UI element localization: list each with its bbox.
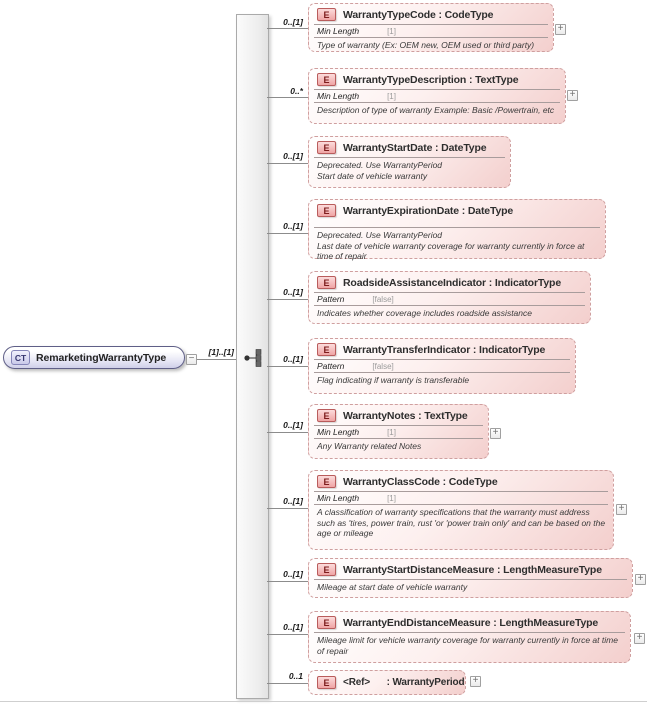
element-type: CodeType	[448, 475, 498, 488]
element-title	[343, 476, 498, 488]
expand-icon[interactable]: +	[635, 574, 646, 585]
element-box-warranty-notes[interactable]	[308, 404, 489, 459]
element-icon: E	[317, 73, 336, 86]
element-name: WarrantyTransferIndicator	[343, 343, 471, 356]
facet-value: [1]	[387, 92, 396, 101]
type-separator: :	[384, 677, 393, 688]
element-box-warranty-start-date[interactable]	[308, 136, 511, 188]
element-box-ref-warranty-period[interactable]	[308, 670, 466, 695]
element-header	[309, 405, 488, 425]
element-title	[343, 142, 486, 154]
type-separator: :	[466, 73, 476, 86]
facet-row	[309, 90, 565, 102]
element-name: WarrantyTypeCode	[343, 8, 436, 21]
element-type: DateType	[467, 204, 514, 217]
annotation: Last date of vehicle warranty coverage for warranty currently in force at time of repair	[317, 240, 585, 261]
element-header	[309, 612, 630, 632]
annotation: Description of type of warranty Example: Basic /Powertrain, etc	[317, 105, 555, 115]
facet-value: [false]	[372, 295, 394, 304]
expand-icon[interactable]: +	[616, 504, 627, 515]
facet-row	[309, 25, 553, 37]
element-icon: E	[317, 563, 336, 576]
element-name: WarrantyStartDistanceMeasure	[343, 563, 495, 576]
element-icon: E	[317, 616, 336, 629]
element-box-warranty-transfer-indicator[interactable]	[308, 338, 576, 394]
element-type: LengthMeasureType	[503, 563, 602, 576]
facet-name: Min Length	[317, 427, 360, 437]
element-icon: E	[317, 343, 336, 356]
annotation: Deprecated. Use WarrantyPeriod	[317, 230, 443, 240]
annotation: Mileage at start date of vehicle warranty	[317, 582, 468, 592]
type-separator: :	[439, 475, 449, 488]
type-separator: :	[415, 409, 425, 422]
element-name: WarrantyStartDate	[343, 141, 433, 154]
annotation: Deprecated. Use WarrantyPeriod	[317, 160, 443, 170]
element-icon: E	[317, 676, 336, 689]
connector-line	[267, 28, 308, 29]
annotation: Any Warranty related Notes	[317, 441, 422, 451]
facet-value: [1]	[387, 494, 396, 503]
facet-row	[309, 426, 488, 438]
element-title	[343, 205, 513, 217]
element-type: IndicatorType	[494, 276, 562, 289]
element-icon: E	[317, 141, 336, 154]
element-name: RoadsideAssistanceIndicator	[343, 276, 486, 289]
element-icon: E	[317, 475, 336, 488]
element-box-warranty-expiration-date[interactable]	[308, 199, 606, 259]
element-name: <Ref>	[343, 677, 371, 688]
element-title	[343, 9, 493, 21]
connector-line	[267, 634, 308, 635]
element-header	[309, 137, 510, 157]
element-header	[309, 339, 575, 359]
cardinality-label: 0..[1]	[283, 622, 303, 632]
element-header	[309, 559, 632, 579]
element-name: WarrantyEndDistanceMeasure	[343, 616, 491, 629]
annotation: Start date of vehicle warranty	[317, 170, 428, 181]
element-header	[309, 671, 465, 692]
connector-line	[267, 508, 308, 509]
element-title	[343, 564, 602, 576]
cardinality-label: 0..*	[290, 86, 303, 96]
element-header	[309, 272, 590, 292]
element-type: TextType	[475, 73, 519, 86]
element-type: DateType	[441, 141, 487, 154]
element-icon: E	[317, 204, 336, 217]
expand-icon[interactable]: +	[634, 633, 645, 644]
root-cardinality-label: [1]..[1]	[208, 347, 234, 357]
element-type: CodeType	[444, 8, 494, 21]
element-icon: E	[317, 276, 336, 289]
connector-line	[267, 366, 308, 367]
element-header	[309, 69, 565, 89]
element-title	[343, 344, 545, 356]
element-box-warranty-class-code[interactable]	[308, 470, 614, 550]
connector-line	[267, 233, 308, 234]
facet-name: Pattern	[317, 294, 345, 304]
annotation: A classification of warranty specifications that the warranty must address such as 'tires, power train, rust 'or 'power train only' and can be based on the age or mileage	[317, 507, 606, 538]
facet-value: [1]	[387, 428, 396, 437]
element-box-warranty-start-distance-measure[interactable]	[308, 558, 633, 598]
type-separator: :	[486, 276, 495, 289]
complex-type-name: RemarketingWarrantyType	[36, 351, 167, 364]
connector-line	[267, 432, 308, 433]
element-title	[343, 677, 464, 688]
expand-icon[interactable]: +	[567, 90, 578, 101]
element-type: IndicatorType	[479, 343, 546, 356]
element-type: LengthMeasureType	[499, 616, 599, 629]
complex-type-icon: CT	[11, 350, 30, 365]
cardinality-label: 0..[1]	[283, 151, 303, 161]
facet-value: [false]	[372, 362, 394, 371]
cardinality-label: 0..[1]	[283, 354, 303, 364]
cardinality-label: 0..[1]	[283, 496, 303, 506]
annotation: Mileage limit for vehicle warranty coverage for warranty currently in force at time of repair	[317, 635, 618, 656]
element-box-warranty-end-distance-measure[interactable]	[308, 611, 631, 663]
connector-line	[267, 581, 308, 582]
cardinality-label: 0..[1]	[283, 569, 303, 579]
element-box-warranty-type-description[interactable]	[308, 68, 566, 124]
element-type: TextType	[424, 409, 468, 422]
complex-type-node[interactable]	[3, 346, 185, 369]
annotation: Indicates whether coverage includes roadside assistance	[317, 308, 532, 318]
type-separator: :	[435, 8, 445, 21]
cardinality-label: 0..[1]	[283, 420, 303, 430]
facet-name: Min Length	[317, 91, 360, 101]
facet-name: Min Length	[317, 493, 360, 503]
annotation: Flag indicating if warranty is transferable	[317, 375, 470, 385]
element-icon: E	[317, 8, 336, 21]
connector-line	[267, 163, 308, 164]
bottom-pane-border	[0, 701, 647, 702]
element-title	[343, 277, 561, 289]
facet-row	[309, 492, 613, 504]
connector-line	[267, 97, 308, 98]
element-name: WarrantyTypeDescription	[343, 73, 467, 86]
element-box-roadside-assistance-indicator[interactable]	[308, 271, 591, 324]
facet-value: [1]	[387, 27, 396, 36]
element-icon: E	[317, 409, 336, 422]
facet-name: Min Length	[317, 26, 360, 36]
facet-name: Pattern	[317, 361, 345, 371]
expand-icon[interactable]: +	[490, 428, 501, 439]
facet-row	[309, 293, 590, 305]
element-name: WarrantyNotes	[343, 409, 416, 422]
element-box-warranty-type-code[interactable]	[308, 3, 554, 52]
element-name: WarrantyExpirationDate	[343, 204, 459, 217]
expand-icon[interactable]: +	[555, 24, 566, 35]
cardinality-label: 0..[1]	[283, 17, 303, 27]
annotation: Type of warranty (Ex: OEM new, OEM used or third party)	[317, 40, 535, 50]
type-separator: :	[494, 563, 504, 576]
cardinality-label: 0..1	[288, 671, 303, 681]
connector-line	[267, 299, 308, 300]
type-separator: :	[432, 141, 442, 154]
cardinality-label: 0..[1]	[283, 221, 303, 231]
connector-line	[197, 359, 237, 360]
element-title	[343, 74, 518, 86]
expand-icon[interactable]: +	[470, 676, 481, 687]
element-title	[343, 617, 598, 629]
cardinality-label: 0..[1]	[283, 287, 303, 297]
element-header	[309, 200, 605, 227]
type-separator: :	[470, 343, 480, 356]
element-header	[309, 4, 553, 24]
type-separator: :	[490, 616, 500, 629]
connector-line	[267, 683, 308, 684]
collapse-icon[interactable]: −	[186, 354, 197, 365]
element-title	[343, 410, 468, 422]
facet-row	[309, 360, 575, 372]
element-header	[309, 471, 613, 491]
type-separator: :	[458, 204, 468, 217]
element-name: WarrantyClassCode	[343, 475, 440, 488]
element-type: WarrantyPeriod	[392, 677, 465, 688]
